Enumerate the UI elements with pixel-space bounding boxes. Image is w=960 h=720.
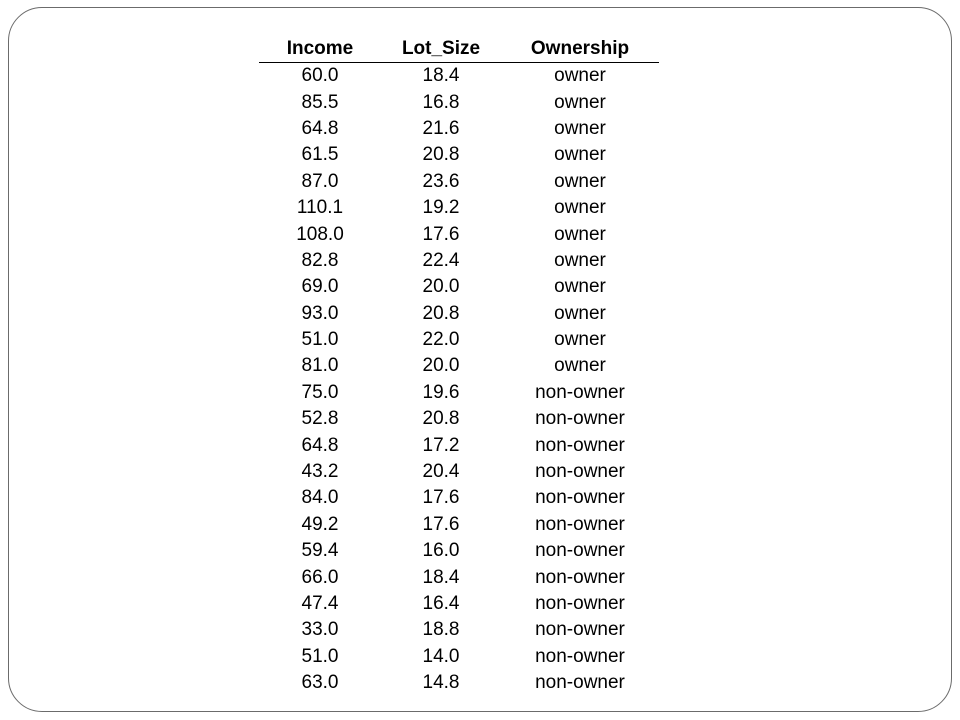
column-header-income: Income xyxy=(259,36,381,63)
ownership-cell: non-owner xyxy=(535,381,625,403)
table-row xyxy=(259,116,659,142)
income-cell: 52.8 xyxy=(301,408,339,430)
ownership-cell: owner xyxy=(554,302,606,324)
table-row xyxy=(259,459,659,485)
table-row xyxy=(259,353,659,379)
income-cell: 108.0 xyxy=(296,223,344,245)
lot-size-cell: 20.4 xyxy=(422,461,460,483)
lot-size-cell: 14.0 xyxy=(422,645,460,667)
ownership-cell: non-owner xyxy=(535,593,625,614)
ownership-cell: non-owner xyxy=(535,645,625,667)
income-cell: 43.2 xyxy=(301,461,339,483)
lot-size-cell: 20.0 xyxy=(422,355,460,377)
ownership-cell: owner xyxy=(554,329,606,351)
income-cell: 64.8 xyxy=(301,434,339,456)
income-cell: 59.4 xyxy=(301,540,339,562)
column-header-lot-size: Lot_Size xyxy=(381,36,501,63)
table-row xyxy=(259,142,659,168)
table-row xyxy=(259,617,659,643)
lot-size-cell: 18.4 xyxy=(422,566,460,588)
table-row xyxy=(259,169,659,195)
ownership-cell: owner xyxy=(554,355,606,377)
lot-size-cell: 14.8 xyxy=(422,672,460,694)
lot-size-cell: 22.4 xyxy=(422,249,460,271)
table-row xyxy=(259,327,659,353)
table-row xyxy=(259,644,659,670)
ownership-cell: owner xyxy=(554,65,606,87)
income-cell: 47.4 xyxy=(301,593,339,614)
income-cell: 84.0 xyxy=(301,487,339,509)
lot-size-cell: 23.6 xyxy=(422,170,460,192)
income-cell: 63.0 xyxy=(301,672,339,694)
ownership-cell: non-owner xyxy=(535,513,625,535)
income-cell: 61.5 xyxy=(301,144,339,166)
ownership-cell: owner xyxy=(554,144,606,166)
income-cell: 33.0 xyxy=(301,619,339,641)
lot-size-cell: 19.2 xyxy=(422,197,460,219)
lot-size-cell: 17.6 xyxy=(422,513,460,535)
lot-size-cell: 17.6 xyxy=(422,487,460,509)
lot-size-cell: 18.4 xyxy=(422,65,460,87)
table-row xyxy=(259,195,659,221)
lot-size-cell: 20.0 xyxy=(422,276,460,298)
ownership-cell: non-owner xyxy=(535,461,625,483)
lot-size-cell: 18.8 xyxy=(422,619,460,641)
table-row xyxy=(259,380,659,406)
income-cell: 51.0 xyxy=(301,329,339,351)
income-cell: 75.0 xyxy=(301,381,339,403)
income-cell: 82.8 xyxy=(301,249,339,271)
table-row xyxy=(259,564,659,590)
ownership-cell: owner xyxy=(554,276,606,298)
income-cell: 93.0 xyxy=(301,302,339,324)
income-cell: 85.5 xyxy=(301,91,339,113)
ownership-cell: non-owner xyxy=(535,434,625,456)
lot-size-cell: 20.8 xyxy=(422,408,460,430)
income-cell: 60.0 xyxy=(301,65,339,87)
ownership-cell: non-owner xyxy=(535,619,625,641)
table-row xyxy=(259,670,659,696)
table-header xyxy=(259,36,659,63)
table-row xyxy=(259,274,659,300)
table-row xyxy=(259,432,659,458)
table-row xyxy=(259,538,659,564)
ownership-cell: owner xyxy=(554,91,606,113)
ownership-cell: owner xyxy=(554,249,606,271)
table-row xyxy=(259,591,659,617)
table-row xyxy=(259,221,659,247)
table-row xyxy=(259,512,659,538)
header-row xyxy=(259,36,659,63)
table-row xyxy=(259,406,659,432)
ownership-cell: non-owner xyxy=(535,566,625,588)
income-cell: 110.1 xyxy=(296,197,344,219)
income-cell: 66.0 xyxy=(301,566,339,588)
ownership-cell: non-owner xyxy=(535,540,625,562)
ownership-cell: non-owner xyxy=(535,672,625,694)
table-row xyxy=(259,248,659,274)
table-row xyxy=(259,89,659,115)
lot-size-cell: 21.6 xyxy=(422,117,460,139)
income-cell: 87.0 xyxy=(301,170,339,192)
lot-size-cell: 17.2 xyxy=(422,434,460,456)
ownership-cell: owner xyxy=(554,170,606,192)
income-cell: 51.0 xyxy=(301,645,339,667)
ownership-cell: non-owner xyxy=(535,487,625,509)
lot-size-cell: 16.8 xyxy=(422,91,460,113)
lot-size-cell: 22.0 xyxy=(422,329,460,351)
income-cell: 69.0 xyxy=(301,276,339,298)
lot-size-cell: 17.6 xyxy=(422,223,460,245)
table-row xyxy=(259,485,659,511)
data-table xyxy=(259,36,659,696)
lot-size-cell: 16.0 xyxy=(422,540,460,562)
column-header-ownership: Ownership xyxy=(501,36,659,63)
income-cell: 49.2 xyxy=(301,513,339,535)
lot-size-cell: 20.8 xyxy=(422,302,460,324)
ownership-cell: owner xyxy=(554,197,606,219)
ownership-cell: owner xyxy=(554,223,606,245)
ownership-cell: owner xyxy=(554,117,606,139)
income-cell: 81.0 xyxy=(301,355,339,377)
ownership-cell: non-owner xyxy=(535,408,625,430)
table-body xyxy=(259,63,659,697)
lot-size-cell: 19.6 xyxy=(422,381,460,403)
table-row xyxy=(259,301,659,327)
slide-frame xyxy=(8,7,952,712)
income-cell: 64.8 xyxy=(301,117,339,139)
table-row xyxy=(259,63,659,90)
lot-size-cell: 16.4 xyxy=(422,593,460,614)
lot-size-cell: 20.8 xyxy=(422,144,460,166)
